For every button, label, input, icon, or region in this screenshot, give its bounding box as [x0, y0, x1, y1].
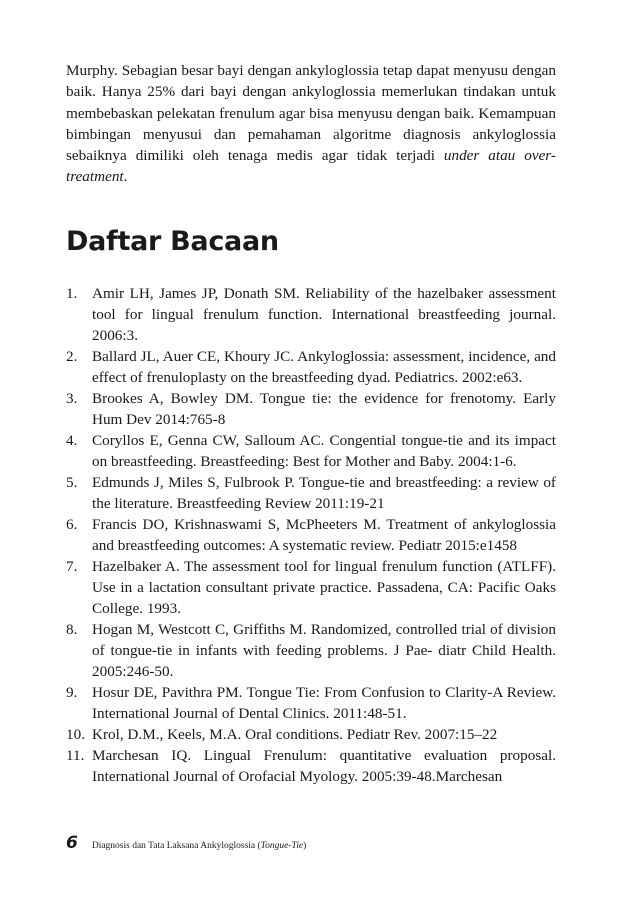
reference-item	[66, 724, 556, 745]
intro-text: Murphy. Sebagian besar bayi dengan ankyloglossia tetap dapat menyusu dengan baik. Hanya 25% dari bayi dengan ankyloglossia memerlukan tindakan untuk membebaskan pelekatan frenulum agar bisa menyusu dengan baik. Kemampuan bimbingan menyusui dan pemahaman algoritme diagnosis ankyloglossia sebaiknya dimiliki oleh tenaga medis agar tidak terjadi	[66, 62, 556, 165]
reference-list	[66, 283, 556, 787]
reference-number: 7.	[66, 557, 78, 575]
reference-number: 1.	[66, 284, 78, 302]
reference-number: 11.	[66, 746, 85, 764]
reference-item	[66, 556, 556, 619]
page-footer	[66, 833, 556, 857]
page-content	[66, 60, 556, 787]
reference-text: Edmunds J, Miles S, Fulbrook P. Tongue-tie and breastfeeding: a review of the literature. Breastfeeding Review 2011:19-21	[92, 473, 556, 512]
reference-text: Krol, D.M., Keels, M.A. Oral conditions. Pediatr Rev. 2007:15–22	[92, 725, 498, 743]
reference-item	[66, 430, 556, 472]
reference-text: Francis DO, Krishnaswami S, McPheeters M. Treatment of ankyloglossia and breastfeeding outcomes: A systematic review. Pediatr 2015:e1458	[92, 515, 556, 554]
page-number: 6	[66, 833, 78, 853]
reference-item	[66, 283, 556, 346]
running-title-emphasis: Tongue-Tie	[260, 841, 304, 851]
reference-item	[66, 514, 556, 556]
reference-text: Hogan M, Westcott C, Griffiths M. Randomized, controlled trial of division of tongue-tie in infants with feeding problems. J Pae- diatr Child Health. 2005:246-50.	[92, 620, 556, 680]
running-title	[92, 841, 306, 851]
reference-item	[66, 619, 556, 682]
running-title-text: Diagnosis dan Tata Laksana Ankyloglossia (	[91, 841, 261, 851]
reference-item	[66, 388, 556, 430]
reference-number: 10.	[66, 725, 85, 743]
reference-text: Amir LH, James JP, Donath SM. Reliability of the hazelbaker assessment tool for lingual frenulum function. International breastfeeding journal. 2006:3.	[92, 284, 556, 344]
reference-text: Hosur DE, Pavithra PM. Tongue Tie: From Confusion to Clarity-A Review. International Journal of Dental Clinics. 2011:48-51.	[92, 683, 556, 722]
reference-number: 3.	[66, 389, 78, 407]
reference-text: Ballard JL, Auer CE, Khoury JC. Ankyloglossia: assessment, incidence, and effect of frenuloplasty on the breastfeeding dyad. Pediatrics. 2002:e63.	[92, 347, 556, 386]
reference-text: Coryllos E, Genna CW, Salloum AC. Congential tongue-tie and its impact on breastfeeding. Breastfeeding: Best for Mother and Baby. 2004:1-6.	[92, 431, 556, 470]
intro-emphasis: under atau over-treatment	[66, 147, 556, 186]
reference-number: 9.	[66, 683, 78, 701]
reference-text: Hazelbaker A. The assessment tool for lingual frenulum function (ATLFF). Use in a lactation consultant private practice. Passadena, CA: Pacific Oaks College. 1993.	[92, 557, 556, 617]
reference-item	[66, 346, 556, 388]
reference-item	[66, 682, 556, 724]
intro-paragraph	[66, 60, 556, 188]
intro-end: .	[123, 168, 128, 186]
reference-number: 5.	[66, 473, 78, 491]
reference-number: 8.	[66, 620, 78, 638]
reference-number: 2.	[66, 347, 78, 365]
reference-number: 6.	[66, 515, 78, 533]
reference-text: Marchesan IQ. Lingual Frenulum: quantitative evaluation proposal. International Journal of Orofacial Myology. 2005:39-48.Marchesan	[92, 746, 556, 785]
section-heading: Daftar Bacaan	[66, 225, 279, 257]
reference-text: Brookes A, Bowley DM. Tongue tie: the evidence for frenotomy. Early Hum Dev 2014:765-8	[92, 389, 556, 428]
reference-number: 4.	[66, 431, 78, 449]
reference-item	[66, 472, 556, 514]
running-title-end: )	[303, 841, 307, 851]
reference-item	[66, 745, 556, 787]
